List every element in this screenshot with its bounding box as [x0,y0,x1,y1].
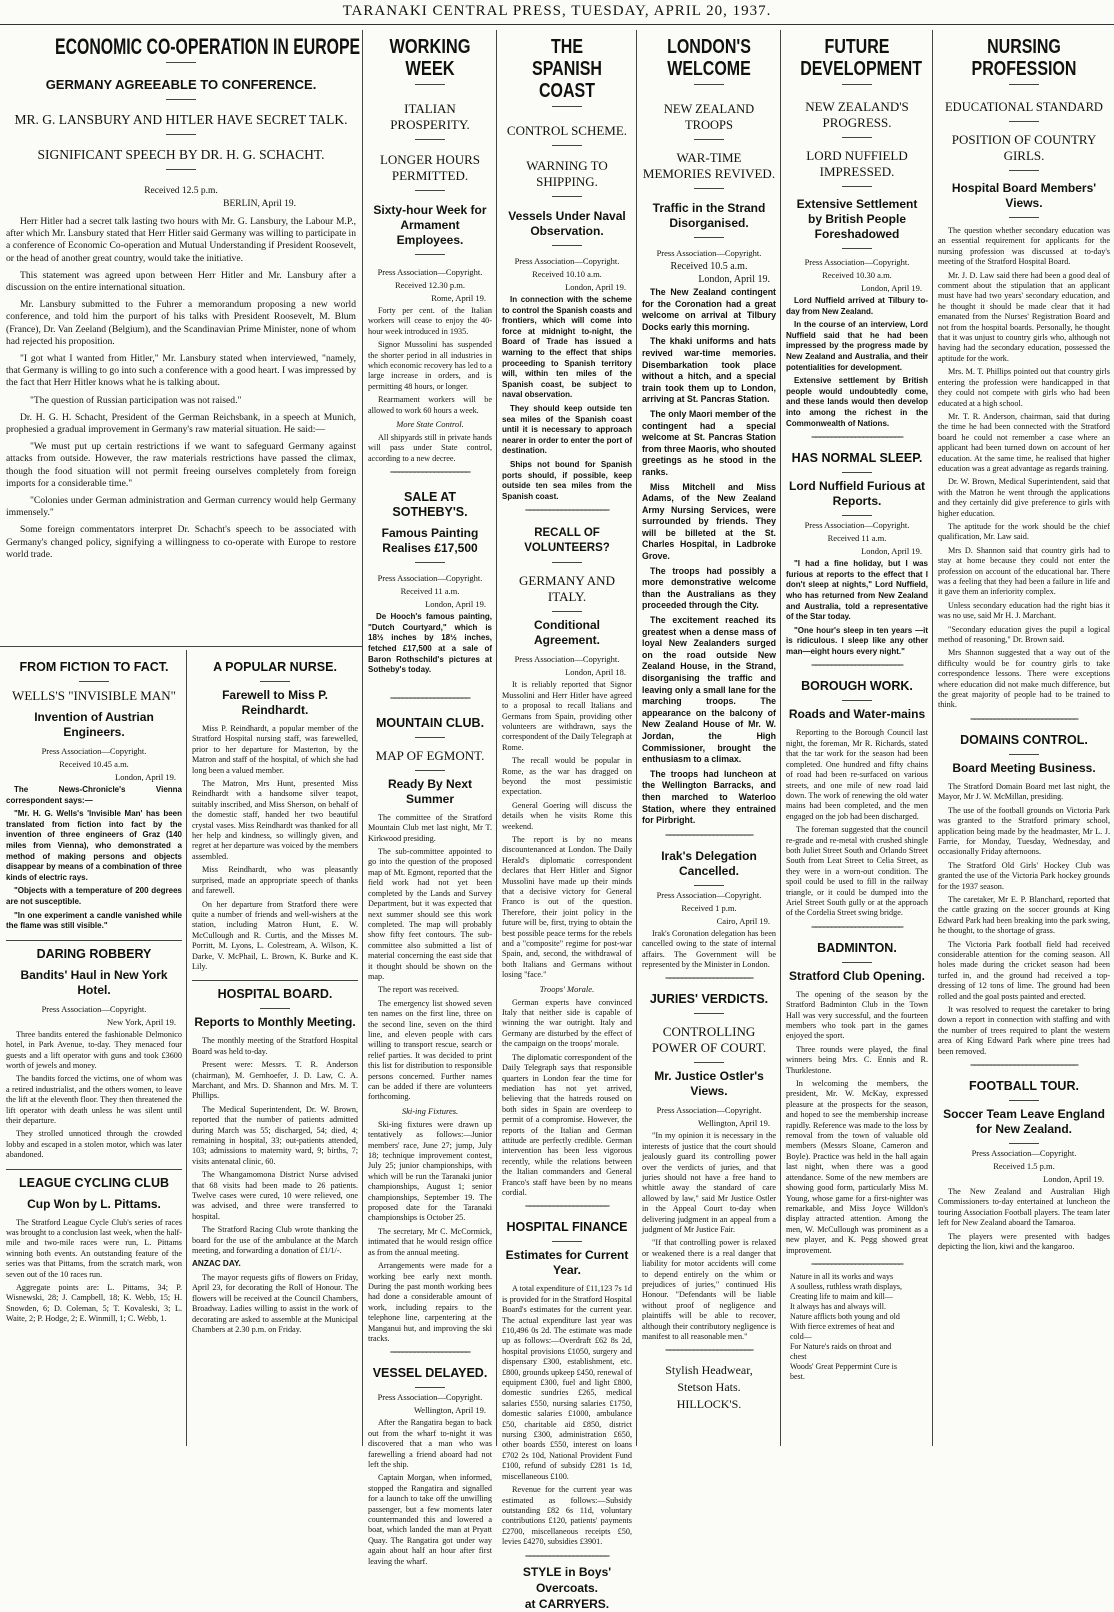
paragraph: German experts have convinced Italy that neither side is capable of winning the war outright. Italy and Germany are disturbed by the effect of the campaign on the troops' morale. [502,997,632,1049]
paragraph: The mayor requests gifts of flowers on Friday, April 23, for decorating the Roll of Honour. The flowers will be received at the Council Chambers, Broadway. Ladies willing to assist in the work of decorating are asked to assemble at the Municipal Chambers at 2.30 p.m. on Friday. [192,1272,358,1334]
paragraph: Mr. J. D. Law said there had been a good deal of comment about the stipulation that an applicant must have had two years' secondary education, and he thought it should be made clear that it had emanated from the Nurses' Registration Board and not from the hospital boards. Personally, he thought that it was unjust to country girls who, although not having had the secondary education, possessed the aptitude for the work. [938,270,1110,363]
headline: Irak's Delegation Cancelled. [661,848,757,878]
subheadline: Hospital Board Members' Views. [951,181,1097,210]
verse-line: With fierce extremes of heat and [790,1321,895,1331]
verse-line: cold— [790,1331,812,1341]
paragraph: It is reliably reported that Signor Mussolini and Herr Hitler have agreed to a proposal to recall Italians and Germans from Spain, providing other volunteers are withdrawn, says the correspondent of the Daily Telegraph at Rome. [502,680,632,752]
column-rule [780,30,781,1446]
subheadline: Roads and Water-mains [788,707,926,722]
headline: DARING ROBBERY [6,940,182,962]
dateline: Cairo, April 19. [716,915,770,926]
column-rule [932,30,933,1446]
paragraph: The recall would be popular in Rome, as the war has dragged on beyond the most pessimistic expectation. [502,756,632,797]
press-credit: Press Association—Copyright. [804,257,910,267]
headline: THE SPANISH [532,36,602,80]
subheadline: Board Meeting Business. [952,760,1096,775]
subheadline: Ready By Next Summer [387,776,473,806]
paragraph: On her departure from Stratford there were quite a number of friends and well-wishers at the station, including Matron Hunt, E. W. McCullough and R. Curtis, and the Misses M. Porritt, M. Lyons, L. Colestream, A. Wilson, K. Darke, V. McPhail, L. Brown, K. Burke and K. Lily. [192,899,358,971]
paragraph: The report was received. [378,985,459,995]
masthead: TARANAKI CENTRAL PRESS, TUESDAY, APRIL 20, 1937. [0,0,1114,25]
subheadline: ITALIAN PROSPERITY. [390,101,470,132]
headline: WORKING [389,36,471,58]
headline: A POPULAR NURSE. [213,660,337,674]
verse-line: chest [790,1351,807,1361]
subheadline: NEW ZEALAND TROOPS [663,102,755,132]
received-time: Received 10.45 a.m. [59,759,129,769]
dateline: Wellington, April 19. [697,1118,770,1129]
headline: DEVELOPMENT [800,58,922,80]
subheadline: Mr. Justice Ostler's Views. [654,1069,764,1099]
column-left-lower-2 [192,652,358,1446]
paragraph: Captain Morgan, when informed, stopped the Rangatira and signalled for a launch to take off the unwilling passenger, but a few moments later countermanded this and lowered a boat, which landed the man at Pryatt Quay. The Rangatira got under way again about half an hour after first leaving the wharf. [368,1473,492,1566]
paragraph: They should keep outside ten sea miles of the Spanish coast until it is necessary to approach nearer in order to enter the port of destination. [502,403,632,456]
paragraph: The committee of the Stratford Mountain Club met last night, Mr T. Kirkwood presiding. [368,812,492,843]
paragraph: "Mr. H. G. Wells's 'Invisible Man' has been translated from fiction into fact by the invention of three engineers of Graz (140 miles from Vienna), who demonstrated a method of making persons and objects disappear by means of a combination of three kinds of electric rays. [6,809,182,882]
paragraph: Three rounds were played, the final winners being Mrs. C. Ennis and R. Thurklestone. [786,1044,928,1075]
subheadline: Reports to Monthly Meeting. [194,1015,356,1030]
subheadline: Extensive Settlement by British People Foreshadowed [796,197,918,241]
paragraph: Some foreign commentators interpret Dr. Schacht's speech to be associated with Germany's changed policy, signifying a willingness to co-operate with Europe to restore world trade. [6,524,356,560]
headline: HOSPITAL BOARD. [192,980,358,1002]
press-credit: Press Association—Copyright. [656,1105,762,1116]
paragraph: It was resolved to request the caretaker to bring down a report in connection with staffing and with the number of trees required to plant the western area of King Edward Park where pine trees had been removed. [938,1005,1110,1056]
paragraph: Irak's Coronation delegation has been cancelled owing to the state of internal affairs. The Government will be represented by the Minister in London. [642,928,776,969]
paragraph: "We must put up certain restrictions if we want to safeguard Germany against attacks from outside. However, the raw materials restrictions have passed the climax, though the food situation will not permit freeing ourselves completely from foreign imports for a considerable time." [6,441,356,489]
subheadline: LONGER HOURS PERMITTED. [379,152,481,183]
advertisement: Stylish Headwear, [665,1363,753,1378]
paragraph: The sub-committee appointed to go into the question of the proposed map of Mt. Egmont, reported that the field work had not yet been completed by the Lands and Survey Department, but it was expected that next summer should see this work completed. The map will probably show fifty feet contours. The sub-committee also submitted a list of material concerning the east side that it thought should be shown on the map. [368,847,492,981]
paragraph: The report is by no means discountenanced at London. The Daily Herald's diplomatic correspondent declares that Herr Hitler and Signor Mussolini have made up their minds that a decisive victory for General Franco is out of the question. Therefore, their joint policy in the future will be, first, trying to obtain the best possible peace terms for the rebels and a "composite" regime for post-war Spain, and, second, the withdrawal of both Italians and Germans without losing "face." [502,834,632,980]
press-credit: Press Association—Copyright. [377,1392,483,1403]
press-credit: Press Association—Copyright. [377,267,483,277]
paragraph: Dr. W. Brown, Medical Superintendent, said that with the Matron he went through the applications and they certainly did give preference to girls with higher education. [938,477,1110,518]
paragraph: Mr. T. R. Anderson, chairman, said that during the time he had been connected with the Stratford board he could not remember a case where an applicant had been turned down on account of her education. At the same time, he realised that higher education was a great advantage as regards training. [938,411,1110,473]
headline: FOOTBALL TOUR. [969,1079,1079,1094]
section-heading: Ski-ing Fixtures. [401,1105,459,1116]
received-time: Received 12.5 p.m. [144,186,218,196]
verse-line: Woods' Great Peppermint Cure is [790,1361,897,1371]
paragraph: The question whether secondary education was an essential requirement for applicants for the nursing profession was discussed at to-day's meeting of the Stratford Hospital Board. [938,226,1110,267]
headline: LONDON'S [667,36,751,58]
press-credit: Press Association—Copyright. [514,654,620,665]
press-credit: Press Association—Copyright. [656,248,762,258]
paragraph: De Hooch's famous painting, "Dutch Courtyard," which is 18½ inches by 18½ inches, fetched £17,500 at a sale of Baron Rothschild's pictures at Sotheby's today. [368,612,492,675]
press-credit: Press Association—Copyright. [804,520,910,531]
headline: MOUNTAIN CLUB. [375,715,485,730]
paragraph: The khaki uniforms and hats revived war-time memories. Disembarkation took place without a hitch, and a special train took them up to London, arriving at St. Pancras Station. [642,336,776,405]
paragraph: Mrs D. Shannon said that country girls had to stay at home because they could not enter the profession on account of the educational bar. There was a feeling that they had been a failure in life and it gave them an inferiority complex. [938,545,1110,597]
paragraph: Arrangements were made for a working bee early next month. During the past month working bees had done a considerable amount of work, including repairs to the telephone line, carpentering at the Manganui hut, and improving the ski tracks. [368,1261,492,1343]
press-credit: Press Association—Copyright. [41,746,147,756]
paragraph: Miss Mitchell and Miss Adams, of the New Zealand Army Nursing Services, were surrounded by friends. They will be billeted at the St. Charles Hospital, in Ladbroke Grove. [642,481,776,562]
verse-line: Nature afflicts both young and old [790,1311,900,1321]
paragraph: "One hour's sleep in ten years —it is ridiculous. I sleep like any other man—eight hours every night." [786,625,928,656]
headline: FUTURE [824,36,890,58]
dateline: London, April 19. [115,772,176,782]
dateline: London, April 18. [565,667,626,678]
headline: NURSING [987,36,1061,58]
received-time: Received 1 p.m. [681,902,737,913]
paragraph: A total expenditure of £11,123 7s 1d is provided for in the Stratford Hospital Board's estimates for the current year. The actual expenditure last year was £10,496 0s 2d. The estimate was made up as follows:—Overdraft £62 8s 2d, hospital provisions £1050, surgery and dispensary £300, establishment, etc. £800, grounds upkeep £450, renewal of equipment £300, fuel and light £800, domestic sundries £265, medical salaries £550, nursing salaries £1750, domestic salaries £1000, ambulance £50, charitable aid £850, district nursing £300, administration £650, other boards £550, interest on loans £702 2s 10d, National Provident Fund £100, refund of subsidy £281 1s 1d, miscellaneous £100. [502,1284,632,1481]
verse-line: Creating life to maim and kill— [790,1291,893,1301]
subheadline: MR. G. LANSBURY AND HITLER HAVE SECRET TALK. [14,112,348,127]
paragraph: All shipyards still in private hands will pass under State control, according to a new decree. [368,433,492,463]
subheadline: WAR-TIME MEMORIES REVIVED. [642,150,776,181]
paragraph: Miss P. Reindhardt, a popular member of the Stratford Hospital nursing staff, was farewelled, prior to her departure for Masterton, by the Matron and staff of the hospital, of which she had long been a valued member. [192,724,358,775]
subheadline: Invention of Austrian Engineers. [34,710,154,739]
paragraph: "I had a fine holiday, but I was furious at reports to the effect that I don't sleep at nights," Lord Nuffield, who has returned from New Zealand and Australia, told a representative of the Star today. [786,559,928,622]
paragraph: The aptitude for the work should be the chief qualification, Mr. Law said. [938,521,1110,542]
press-credit: Press Association—Copyright. [656,889,762,900]
column-rule [636,30,637,1446]
subheadline: CONTROLLING POWER OF COURT. [651,1024,767,1056]
column-rule [186,650,187,1446]
headline: WELCOME [667,58,751,80]
subheadline: Famous Painting Realises £17,500 [381,526,479,556]
paragraph: Present were: Messrs. T. R. Anderson (chairman), M. Gernhoefer, J. D. Law, C. A. Marchant, and Mrs. D. Shannon and Mrs. M. T. Phillips. [192,1060,358,1101]
paragraph: Ski-ing fixtures were drawn up tentatively as follows:—Junior members' race, June 27; jump, July 18; technique improvement contest, July 25; junior championships, with which will be run the Taranaki junior championships, August 1; senior championships, September 19. The proposed date for the Taranaki championships is October 25. [368,1119,492,1223]
paragraph: The Stratford Domain Board met last night, the Mayor, Mr J. W. McMillan, presiding. [938,781,1110,802]
paragraph: The diplomatic correspondent of the Daily Telegraph says that responsible quarters in London fear the time for mediation has not yet arrived, believing that the hatreds roused on both sides in Spain are overdeep to permit of a compromise. However, the reports of the Italian and German attitude are perfectly credible. German intervention has been less vigorous recently, while the relations between the Italian commanders and General Franco's staff have been by no means cordial. [502,1052,632,1197]
paragraph: "I got what I wanted from Hitler," Mr. Lansbury stated when interviewed, "namely, that Germany is willing to go into such a conference with a good heart. I was impressed by the fact that Herr Hitler knows what he is talking about. [6,353,356,389]
dateline: New York, April 19. [107,1016,176,1027]
dateline: Rome, April 19. [431,293,486,303]
paragraph: "If that controlling power is relaxed or weakened there is a real danger that liability for motor accidents will come to depend entirely on the whim or prejudices of juries," continued His Honour. "Defendants will be liable without proof of negligence and plaintiffs will be able to recover, although their contributory negligence is manifest to all reasonable men." [642,1238,776,1342]
section-heading: ANZAC DAY. [192,1259,241,1269]
paragraph: The emergency list showed seven ten names on the first line, three on the second line, seven on the third line, and eleven people with cars willing to transport rescue, search or relief parties. It was decided to print this list for distribution to responsible persons concerned. Further names can be added if there are volunteers forthcoming. [368,998,492,1102]
paragraph: Lord Nuffield arrived at Tilbury to-day from New Zealand. [786,296,928,316]
subheadline: SIGNIFICANT SPEECH BY DR. H. G. SCHACHT. [37,147,325,162]
verse-line: For Nature's raids on throat and [790,1341,892,1351]
paragraph: The caretaker, Mr E. P. Blanchard, reported that the cattle grazing on the soccer grounds at King Edward Park had been breaking into the park swing, he thought, to the shortage of grass. [938,894,1110,936]
headline: DOMAINS CONTROL. [960,732,1088,747]
subheadline: Estimates for Current Year. [505,1248,629,1278]
paragraph: The opening of the season by the Stratford Badminton Club in the Town Hall was very successful, and the fourteen members who took part in the games enjoyed the sport. [786,989,928,1041]
subheadline: LORD NUFFIELD IMPRESSED. [806,148,908,179]
headline: SALE AT SOTHEBY'S. [392,490,468,520]
column-spanish-coast: THE SPANISH COAST CONTROL SCHEME. WARNING TO SHIPPING. Vessels Under Naval Observation. Press Association—Copyright. Received 10.10 a.m. London, April 19. In connection with the scheme to control the Spanish coasts and frontiers, which will come into force at midnight to-night, the Board of Trade has issued a warning to the effect that ships proceeding to Spanish territory will, within ten miles of the Spanish coast, be subject to naval observation. They should keep outside ten sea miles of the Spanish coast until it is necessary to approach nearer in order to enter the port of destination. Ships not bound for Spanish ports should, if possible, keep outside ten sea miles from the Spanish coast. ═════════════════════ RECALL OF VOLUNTEERS? GERMANY AND ITALY. Conditional Agreement. Press Association—Copyright. London, April 18. It is reliably reported that Signor Mussolini and Herr Hitler have agreed to a proposal to recall Italians and Germans from Spain, providing other volunteers are withdrawn, says the correspondent of the Daily Telegraph at Rome. The recall would be popular in Rome, as the war has dragged on beyond the most pessimistic expectation. General Goering will discuss the details when he visits Rome this weekend. The report is by no means discountenanced at London. The Daily Herald's diplomatic correspondent declares that Herr Hitler and Signor Mussolini have made up their minds that a decisive victory for General Franco is out of the question. Therefore, their joint policy in the future will be, first, trying to obtain the best possible peace terms for the rebels and a "composite" regime for post-war Spain, and, second, the withdrawal of both Italians and Germans without losing "face." Troops' Morale. German experts have convinced Italy that neither side is capable of winning the war outright. Italy and Germany are disturbed by the effect of the campaign on the troops' morale. The diplomatic correspondent of the Daily Telegraph says that responsible quarters in London fear the time for mediation has not yet arrived, believing that the hatreds roused on both sides in Spain are overdeep to permit of a compromise. However, the reports of the Italian and German attitude are perfectly credible. German intervention has been less vigorous recently, while the relations between the Italian commanders and General Franco's staff have been by no means cordial. ═════════════════════ HOSPITAL FINANCE Estimates for Current Year. A total expenditure of £11,123 7s 1d is provided for in the Stratford Hospital Board's estimates for the current year. The actual expenditure last year was £10,496 0s 2d. The estimate was made up as follows:—Overdraft £62 8s 2d, hospital provisions £1050, surgery and dispensary £300, establishment, etc. £800, grounds upkeep £450, renewal of equipment £300, fuel and light £800, domestic sundries £265, medical salaries £550, nursing salaries £1750, domestic salaries £1000, ambulance £50, charitable aid £850, district nursing £300, administration £650, other boards £550, interest on loans £702 2s 10d, National Provident Fund £100, refund of subsidy £281 1s 1d, miscellaneous £100. Revenue for the current year was estimated as follows:—Subsidy outstanding £82 6s 11d, voluntary contributions £120, patients' payments £2700, miscellaneous receipts £50, levies £4270, subsidies £3901. ═════════════════════ STYLE in Boys' Overcoats. at CARRYERS. [502,36,632,1611]
headline: VESSEL DELAYED. [372,1366,488,1381]
paragraph: Three bandits entered the fashionable Delmonico hotel, in Park Avenue, to-day. They menaced four guests and a lift operator with guns and took £3600 worth of jewels and money. [6,1029,182,1070]
paragraph: Revenue for the current year was estimated as follows:—Subsidy outstanding £82 6s 11d, voluntary contributions £120, patients' payments £2700, miscellaneous receipts £50, levies £4270, subsidies £3901. [502,1485,632,1547]
paragraph: In welcoming the members, the president, Mr. W. McKay, expressed pleasure at the prospects for the season, and hoped to see the membership increase rapidly. Reference was made to the loss by removal from the town of valuable old members (Messrs Sloane, Cameron and Boyle). Practice was held in the hall again last night, when there was a good attendance. Some of the new members are showing good form, particularly Miss M. Young, whose game for a first-nighter was remarkable, and Miss Joyce Willdon's display attracted attention. Among the men, W. McCullough was prominent as a new player, and K. Pegg showed great improvement. [786,1079,928,1255]
advertisement: Stetson Hats. [677,1380,741,1395]
headline: ECONOMIC CO-OPERATION IN EUROPE [54,34,361,59]
press-credit: Press Association—Copyright. [41,1003,147,1014]
paragraph: The Stratford Racing Club wrote thanking the board for the use of the ambulance at the March meeting, and forwarding a donation of £1/1/-. [192,1225,358,1256]
subheadline: NEW ZEALAND'S PROGRESS. [805,99,909,130]
paragraph: After the Rangatira began to back out from the wharf to-night it was discovered that a man who was farewelling a friend aboard had not left the ship. [368,1418,492,1469]
subheadline: Soccer Team Leave England for New Zealand. [943,1107,1105,1137]
paragraph: The Stratford Old Girls' Hockey Club was granted the use of the Victoria Park hockey grounds for the 1937 season. [938,860,1110,891]
paragraph: Ships not bound for Spanish ports should, if possible, keep outside ten sea miles from the Spanish coast. [502,459,632,501]
section-rule [0,646,362,647]
section-heading: Troops' Morale. [539,983,595,994]
dateline: Wellington, April 19. [413,1405,486,1416]
subheadline: Vessels Under Naval Observation. [508,209,626,238]
press-credit: Press Association—Copyright. [377,573,483,584]
headline: LEAGUE CYCLING CLUB [6,1169,182,1191]
headline: PROFESSION [971,58,1077,80]
advertisement: at CARRYERS. [524,1596,610,1611]
paragraph: The foreman suggested that the council re-grade and re-metal with crushed shingle both Juliet Street South and Orlando Street South from Leat Street to Celia Street, as they were in a worn-out condition. The spoil could be used to fill in the railway triangle, or it could be dumped into the Ariel Street South gully or at the approach of the Cordelia Street swing bridge. [786,825,928,918]
verse-line: It always has and always will. [790,1301,886,1311]
paragraph: The troops had luncheon at the Wellington Barracks, and then marched to Waterloo Station, where they entrained for Pirbright. [642,768,776,826]
column-londons-welcome: LONDON'S WELCOME NEW ZEALAND TROOPS WAR-TIME MEMORIES REVIVED. Traffic in the Strand Disorganised. Press Association—Copyright. Received 10.5 a.m. London, April 19. The New Zealand contingent for the Coronation had a great welcome on arrival at Tilbury Docks early this morning. The khaki uniforms and hats revived war-time memories. Disembarkation took place without a hitch, and a special train took them up to London, arriving at St. Pancras Station. The only Maori member of the contingent had a special welcome at St. Pancras Station from three Maoris, who shouted greetings as he stood in the ranks. Miss Mitchell and Miss Adams, of the New Zealand Army Nursing Services, were surrounded by friends. They will be billeted at the St. Charles Hospital, in Ladbroke Grove. The troops had possibly a more demonstrative welcome than the Australians as they proceeded through the City. The excitement reached its greatest when a dense mass of loyal New Zealanders surged on the road outside New Zealand House, in the Strand, disorganising the traffic and leaving only a small lane for the marching troops. The appearance on the balcony of New Zealand House of Mr. W. Jordan, the High Commissioner, brought the enthusiasm to a climax. The troops had luncheon at the Wellington Barracks, and then marched to Waterloo Station, where they entrained for Pirbright. ══════════════════════ Irak's Delegation Cancelled. Press Association—Copyright. Received 1 p.m. Cairo, April 19. Irak's Coronation delegation has been cancelled owing to the state of internal affairs. The Government will be represented by the Minister in London. ══════════════════════ JURIES' VERDICTS. CONTROLLING POWER OF COURT. Mr. Justice Ostler's Views. Press Association—Copyright. Wellington, April 19. "In my opinion it is necessary in the interests of justice that the court should jealously guard its controlling power over the verdicts of juries, and that juries should not have a free hand to whittle away the standard of care allowed by law," said Mr Justice Ostler in the Appeal Court to-day when delivering judgment in an appeal from a judgment of Mr Justice Fair. "If that controlling power is relaxed or weakened there is a real danger that liability for motor accidents will come to depend entirely on the whim or prejudices of juries," continued His Honour. "Defendants will be liable without proof of negligence and plaintiffs will be able to recover, although their contributory negligence is manifest to all reasonable men." ══════════════════════ Stylish Headwear, Stetson Hats. HILLOCK'S. [642,36,776,1412]
paragraph: The excitement reached its greatest when a dense mass of loyal New Zealanders surged on the road outside New Zealand House, in the Strand, disorganising the traffic and leaving only a small lane for the marching troops. The appearance on the balcony of New Zealand House of Mr. W. Jordan, the High Commissioner, brought the enthusiasm to a climax. [642,615,776,765]
paragraph: Dr. H. G. H. Schacht, President of the German Reichsbank, in a speech at Munich, prophesied a gradual improvement in Germany's raw material situation. He said:— [6,411,356,436]
column-working-week: WORKING WEEK ITALIAN PROSPERITY. LONGER HOURS PERMITTED. Sixty-hour Week for Armament Employees. Press Association—Copyright. Received 12.30 p.m. Rome, April 19. Forty per cent. of the Italian workers will cease to enjoy the 40-hour week introduced in 1935. Signor Mussolini has suspended the shorter period in all industries in which economic recovery has led to a large increase in orders, and is permitting 48 hours, or longer. Rearmament workers will be allowed to work 60 hours a week. More State Control. All shipyards still in private hands will pass under State control, according to a new decree. ════════════════════ SALE AT SOTHEBY'S. Famous Painting Realises £17,500 Press Association—Copyright. Received 11 a.m. London, April 19. De Hooch's famous painting, "Dutch Courtyard," which is 18½ inches by 18½ inches, fetched £17,500 at a sale of Baron Rothschild's pictures at Sotheby's today. ════════════════════ MOUNTAIN CLUB. MAP OF EGMONT. Ready By Next Summer The committee of the Stratford Mountain Club met last night, Mr T. Kirkwood presiding. The sub-committee appointed to go into the question of the proposed map of Mt. Egmont, reported that the field work had not yet been completed by the Lands and Survey Department, but it was expected that next summer should see this work completed. The map will probably show fifty feet contours. The sub-committee also submitted a list of material concerning the east side that it thought should be shown on the map. The report was received. The emergency list showed seven ten names on the first line, three on the second line, seven on the third line, and eleven people with cars willing to transport rescue, search or relief parties. It was decided to print this list for distribution to responsible persons concerned. Further names can be added if there are volunteers forthcoming. Ski-ing Fixtures. Ski-ing fixtures were drawn up tentatively as follows:—Junior members' race, June 27; jump, July 18; technique improvement contest, July 25; junior championships, with which will be run the Taranaki junior championships, August 1; senior championships, September 19. The proposed date for the Taranaki championships is October 25. The secretary, Mr C. McCormick, intimated that he would resign office as from the annual meeting. Arrangements were made for a working bee early next month. During the past month working bees had done a considerable amount of work, including repairs to the telephone line, carpentering at the Manganui hut, and improving the ski tracks. ════════════════════ VESSEL DELAYED. Press Association—Copyright. Wellington, April 19. After the Rangatira began to back out from the wharf to-night it was discovered that a man who was farewelling a friend aboard had not left the ship. Captain Morgan, when informed, stopped the Rangatira and signalled for a launch to take off the unwilling passenger, but a few moments later countermanded this and lowered a boat, which landed the man at Pryatt Quay. The Rangatira got under way again about half an hour after first leaving the wharf. [368,36,492,1566]
received-time: Received 10.10 a.m. [532,269,602,279]
dateline: London, April 19. [1043,1174,1104,1185]
paragraph: They strolled unnoticed through the crowded lobby and escaped in a stolen motor, which was later abandoned. [6,1129,182,1160]
dateline: London, April 19. [861,546,922,557]
dateline: London, April 19. [698,274,770,285]
subheadline: WARNING TO SHIPPING. [526,158,608,189]
headline: COAST [539,80,595,102]
paragraph: Mrs. M. T. Phillips pointed out that country girls entering the profession were handicapped in that they could not compete with girls who had been educated at a high school. [938,367,1110,408]
paragraph: The monthly meeting of the Stratford Hospital Board was held to-day. [192,1036,358,1056]
verse-line: A soulless, ruthless wrath displays, [790,1281,902,1291]
subheadline: EDUCATIONAL STANDARD [945,100,1103,114]
headline: HOSPITAL FINANCE [506,1220,628,1235]
subheadline: GERMANY AND ITALY. [519,573,615,605]
subheadline: Bandits' Haul in New York Hotel. [20,967,168,997]
paragraph: The troops had possibly a more demonstrative welcome than the Australians as they proceeded through the City. [642,565,776,611]
headline: RECALL OF VOLUNTEERS? [524,527,610,555]
subheadline: Lord Nuffield Furious at Reports. [789,479,925,509]
paragraph: The Matron, Mrs Hunt, presented Miss Reindhardt with a handsome silver teapot, suitably inscribed, and Miss Sherson, on behalf of the domestic staff, handed her two beautiful crystal vases. Miss Reindhardt was thanked for all her help and kindness, so willingly given, and regret at her departure was voiced by the members assembled. [192,779,358,861]
headline: WEEK [405,58,455,80]
dateline: London, April 19. [861,283,922,293]
paragraph: Reporting to the Borough Council last night, the foreman, Mr R. Richards, stated that the tar work for the season had been completed. One hundred and fifty chains of road had been re-surfaced on various streets, and one mile of new road laid down. The work of renewing the old water mains had been completed, and the men engaged on the job had been discharged. [786,728,928,821]
paragraph: The use of the football grounds on Victoria Park was granted to the Stratford primary school, application being made by the headmaster, Mr L. J. Farrie, for Monday, Tuesday, Wednesday, and occasionally Friday afternoons. [938,805,1110,857]
paragraph: Signor Mussolini has suspended the shorter period in all industries in which economic recovery has led to a large increase in orders, and is permitting 48 hours, or longer. [368,340,492,391]
subheadline: Traffic in the Strand Disorganised. [652,201,766,230]
dateline: BERLIN, April 19. [223,199,296,209]
paragraph: The secretary, Mr C. McCormick, intimated that he would resign office as from the annual meeting. [368,1226,492,1257]
paragraph: The bandits forced the victims, one of whom was a retired industrialist, and the others women, to leave the lift at the eleventh floor. They then threatened the lift operator with death unless he was silent until their departure. [6,1074,182,1125]
paragraph: Aggregate points are: L. Pittams, 34; P. Wisnewski, 28; J. Campbell, 18; K. Webb, 15; H. Snowden, 6; D. Coleman, 5; T. Kovaleski, 3; L. Waite, 2; P. Hodge, 2; E. Winmill, 1; C. Webb, 1. [6,1283,182,1324]
subheadline: CONTROL SCHEME. [506,123,628,138]
paragraph: Herr Hitler had a secret talk lasting two hours with Mr. G. Lansbury, the Labour M.P., after which Mr. Lansbury stated that Herr Hitler said Germany was willing to participate in a conference of Economic Co-operation and Mutual Understanding if President Roosevelt, or the head of another great country, would take the initiative. [6,216,356,264]
press-credit: Press Association—Copyright. [971,1148,1077,1159]
subheadline: Stratford Club Opening. [789,968,925,983]
paragraph: The players were presented with badges depicting the lion, kiwi and the kangaroo. [938,1231,1110,1252]
paragraph: The Victoria Park football field had received considerable attention for the coming season. All holes made during the cricket season had been turfed in, and the ground had received a top-dressing of 12 tons of lime. The ground had been rolled and the goal posts painted and erected. [938,939,1110,1001]
subheadline: Cup Won by L. Pittams. [27,1196,161,1211]
received-time: Received 1.5 p.m. [993,1161,1055,1172]
paragraph: The New Zealand contingent for the Coronation had a great welcome on arrival at Tilbury Docks early this morning. [642,287,776,332]
column-future-development: FUTURE DEVELOPMENT NEW ZEALAND'S PROGRESS. LORD NUFFIELD IMPRESSED. Extensive Settlement by British People Foreshadowed Press Association—Copyright. Received 10.30 a.m. London, April 19. Lord Nuffield arrived at Tilbury to-day from New Zealand. In the course of an interview, Lord Nuffield said that he had been impressed by the progress made by New Zealand and Australia, and their potentialities for development. Extensive settlement by British people would undoubtedly come, and these lands would then develop into among the richest in the Commonwealth of Nations. ═══════════════════════ HAS NORMAL SLEEP. Lord Nuffield Furious at Reports. Press Association—Copyright. Received 11 a.m. London, April 19. "I had a fine holiday, but I was furious at reports to the effect that I don't sleep at nights," Lord Nuffield, who has returned from New Zealand and Australia, told a representative of the Star today. "One hour's sleep in ten years —it is ridiculous. I sleep like any other man—eight hours every night." ═══════════════════════ BOROUGH WORK. Roads and Water-mains Reporting to the Borough Council last night, the foreman, Mr R. Richards, stated that the tar work for the season had been completed. One hundred and fifty chains of road had been re-surfaced on various streets, and one mile of new road laid down. The work of renewing the old water mains had been completed, and the men engaged on the job had been discharged. The foreman suggested that the council re-grade and re-metal with crushed shingle both Juliet Street South and Orlando Street South from Leat Street to Celia Street, as they were in a worn-out condition. The spoil could be used to fill in the railway triangle, or it could be dumped into the Ariel Street South gully or at the approach of the Cordelia Street swing bridge. ═══════════════════════ BADMINTON. Stratford Club Opening. The opening of the season by the Stratford Badminton Club in the Town Hall was very successful, and the fourteen members who took part in the games enjoyed the sport. Three rounds were played, the final winners being Mrs. C. Ennis and R. Thurklestone. In welcoming the members, the president, Mr. W. McKay, expressed pleasure at the prospects for the season, and hoped to see the membership increase rapidly. Reference was made to the loss by removal from the town of valuable old members (Messrs Sloane, Cameron and Boyle). Practice was held in the hall again last night, when there was a good attendance. Some of the new members are showing good form, particularly Miss M. Young, whose game for a first-nighter was remarkable, and Miss Joyce Willdon's display attracted attention. Among the men, W. McCullough was prominent as a new player, and K. Pegg showed great improvement. ═══════════════════════ Nature in all its works and ways A soulless, ruthless wrath displays, Creating life to maim and kill— It always has and always will. Nature afflicts both young and old With fierce extremes of heat and cold— For Nature's raids on throat and chest Woods' Great Peppermint Cure is best. [786,36,928,1381]
column-rule [362,30,363,1446]
paragraph: The Stratford League Cycle Club's series of races was brought to a conclusion last week, when the half-mile and two-mile races were run, L. Pittams winning both events. An outstanding feature of the series was that Pittams, from the scratch mark, won seven out of the 10 races run. [6,1217,182,1279]
paragraph: The only Maori member of the contingent had a special welcome at St. Pancras Station from three Maoris, who shouted greetings as he stood in the ranks. [642,408,776,477]
received-time: Received 10.5 a.m. [670,261,748,272]
paragraph: "Secondary education gives the pupil a logical method of reasoning," Dr. Brown said. [938,624,1110,645]
column-nursing-profession: NURSING PROFESSION EDUCATIONAL STANDARD POSITION OF COUNTRY GIRLS. Hospital Board Members' Views. The question whether secondary education was an essential requirement for applicants for the nursing profession was discussed at to-day's meeting of the Stratford Hospital Board. Mr. J. D. Law said there had been a good deal of comment about the stipulation that an applicant must have had two years' secondary education, and he thought it should be made clear that it had emanated from the Nurses' Registration Board and not from the hospital boards. Personally, he thought that it was unjust to country girls who, although not having had the secondary education, possessed the aptitude for the work. Mrs. M. T. Phillips pointed out that country girls entering the profession were handicapped in that they could not compete with girls who had been educated at a high school. Mr. T. R. Anderson, chairman, said that during the time he had been connected with the Stratford board he could not remember a case where an applicant had been turned down on account of her education. At the same time, he realised that higher education was a great advantage as regards training. Dr. W. Brown, Medical Superintendent, said that with the Matron he went through the applications and they certainly did give preference to girls with higher education. The aptitude for the work should be the chief qualification, Mr. Law said. Mrs D. Shannon said that country girls had to stay at home because they could not enter the profession on account of the educational bar. There was a feeling that they had been a failure in life and it gave them an inferiority complex. Unless secondary education had the right bias it was no use, said Mr H. J. Marchant. "Secondary education gives the pupil a logical method of reasoning," Dr. Brown said. Mrs Shannon suggested that a way out of the difficulty would be for country girls to take correspondence lessons. There were exceptions where education did not make much difference, but the great majority of people had to be trained to think. ═══════════════════════════ DOMAINS CONTROL. Board Meeting Business. The Stratford Domain Board met last night, the Mayor, Mr J. W. McMillan, presiding. The use of the football grounds on Victoria Park was granted to the Stratford primary school, application being made by the headmaster, Mr L. J. Farrie, for Monday, Tuesday, Wednesday, and occasionally Friday afternoons. The Stratford Old Girls' Hockey Club was granted the use of the Victoria Park hockey grounds for the 1937 season. The caretaker, Mr E. P. Blanchard, reported that the cattle grazing on the soccer grounds at King Edward Park had been breaking into the park swing, he thought, to the shortage of grass. The Victoria Park football field had received considerable attention for the coming season. All holes made during the cricket season had been turfed in, and the ground had received a top-dressing of 12 tons of lime. The ground had been rolled and the goal posts painted and erected. It was resolved to request the caretaker to bring down a report in connection with staffing and with the number of trees required to plant the western area of King Edward Park where pine trees had been removed. ═══════════════════════════ FOOTBALL TOUR. Soccer Team Leave England for New Zealand. Press Association—Copyright. Received 1.5 p.m. London, April 19. The New Zealand and Australian High Commissioners to-day entertained at luncheon the touring Association Football players. The team later left for New Zealand aboard the Tamaroa. The players were presented with badges depicting the lion, kiwi and the kangaroo. [938,36,1110,1252]
paragraph: Extensive settlement by British people would undoubtedly come, and these lands would then develop into among the richest in the Commonwealth of Nations. [786,376,928,428]
article-economic-cooperation [6,32,361,640]
paragraph: This statement was agreed upon between Herr Hitler and Mr. Lansbury after a discussion on the entire international situation. [6,269,356,294]
verse-advertisement [790,1272,928,1382]
subheadline: Conditional Agreement. [533,618,601,648]
headline: BADMINTON. [817,940,897,955]
paragraph: The News-Chronicle's Vienna correspondent says:— [6,785,182,805]
paragraph: In connection with the scheme to control the Spanish coasts and frontiers, which will come into force at midnight to-night, the Board of Trade has issued a warning to the effect that ships proceeding to Spanish territory will, within ten miles of the Spanish coast, be subject to naval observation. [502,295,632,400]
headline: BOROUGH WORK. [801,679,913,694]
subheadline: WELLS'S "INVISIBLE MAN" [12,688,176,703]
paragraph: "Objects with a temperature of 200 degrees are not susceptible. [6,886,182,906]
column-rule [496,30,497,1446]
paragraph: "The question of Russian participation was not raised." [30,394,242,406]
paragraph: "In my opinion it is necessary in the interests of justice that the court should jealously guard its controlling power over the verdicts of juries, and that juries should not have a free hand to whittle away the standard of care allowed by law," said Mr Justice Ostler in the Appeal Court to-day when delivering judgment in an appeal from a judgment of Mr Justice Fair. [642,1131,776,1234]
received-time: Received 12.30 p.m. [394,280,466,290]
paragraph: "In one experiment a candle vanished while the flame was still visible." [6,910,182,931]
verse-line: best. [790,1371,805,1381]
section-heading: More State Control. [396,419,464,430]
headline: JURIES' VERDICTS. [649,992,769,1007]
subheadline: Sixty-hour Week for Armament Employees. [373,203,487,247]
headline: HAS NORMAL SLEEP. [791,451,923,466]
paragraph: Miss Reindhardt, who was pleasantly surprised, made an appropriate speech of thanks and farewell. [192,865,358,896]
received-time: Received 11 a.m. [827,533,887,544]
paragraph: Forty per cent. of the Italian workers will cease to enjoy the 40-hour week introduced in 1935. [368,306,492,336]
paragraph: The Medical Superintendent, Dr. W. Brown, reported that the number of patients admitted during March was 55; discharged, 54; died, 4; remaining in hospital, 33; out-patients attended, 103; admissions to maternity ward, 9; births, 7; visits antenatal clinic, 60. [192,1104,358,1166]
advertisement: STYLE in Boys' Overcoats. [522,1564,612,1595]
paragraph: The New Zealand and Australian High Commissioners to-day entertained at luncheon the touring Association Football players. The team later left for New Zealand aboard the Tamaroa. [938,1187,1110,1228]
subheadline: MAP OF EGMONT. [375,747,485,763]
paragraph: Mr. Lansbury submitted to the Fuhrer a memorandum proposing a new world conference, and told him the purport of his talks with President Roosevelt, M. Blum (France), Dr. Van Zeeland (Belgium), and the Scandinavian Prime Minister, none of whom had rejected his proposition. [6,299,356,347]
paragraph: The Whangamomona District Nurse advised that 68 visits had been made to 26 patients. Twelve cases were cured, 10 were relieved, one was advised, and three were transferred to hospital. [192,1170,358,1221]
paragraph: Unless secondary education had the right bias it was no use, said Mr H. J. Marchant. [938,600,1110,621]
verse-line: Nature in all its works and ways [790,1271,894,1281]
received-time: Received 10.30 a.m. [822,270,892,280]
column-left-lower [6,652,182,1446]
received-time: Received 11 a.m. [400,586,460,597]
headline: FROM FICTION TO FACT. [19,660,169,674]
subheadline: POSITION OF COUNTRY GIRLS. [951,132,1097,163]
paragraph: Mrs Shannon suggested that a way out of the difficulty would be for country girls to take correspondence lessons. There were exceptions where education did not make much difference, but the great majority of people had to be trained to think. [938,648,1110,710]
subheadline: Farewell to Miss P. Reindhardt. [222,688,328,717]
paragraph: "Colonies under German administration and German currency would help Germany immensely." [6,495,356,519]
advertisement: HILLOCK'S. [676,1397,742,1412]
paragraph: General Goering will discuss the details when he visits Rome this weekend. [502,800,632,831]
subheadline: GERMANY AGREEABLE TO CONFERENCE. [45,77,317,92]
dateline: London, April 19. [565,282,626,292]
dateline: London, April 19. [425,599,486,610]
paragraph: In the course of an interview, Lord Nuffield said that he had been impressed by the progress made by New Zealand and Australia, and their potentialities for development. [786,320,928,372]
press-credit: Press Association—Copyright. [514,256,620,266]
paragraph: Rearmament workers will be allowed to work 60 hours a week. [368,395,492,415]
